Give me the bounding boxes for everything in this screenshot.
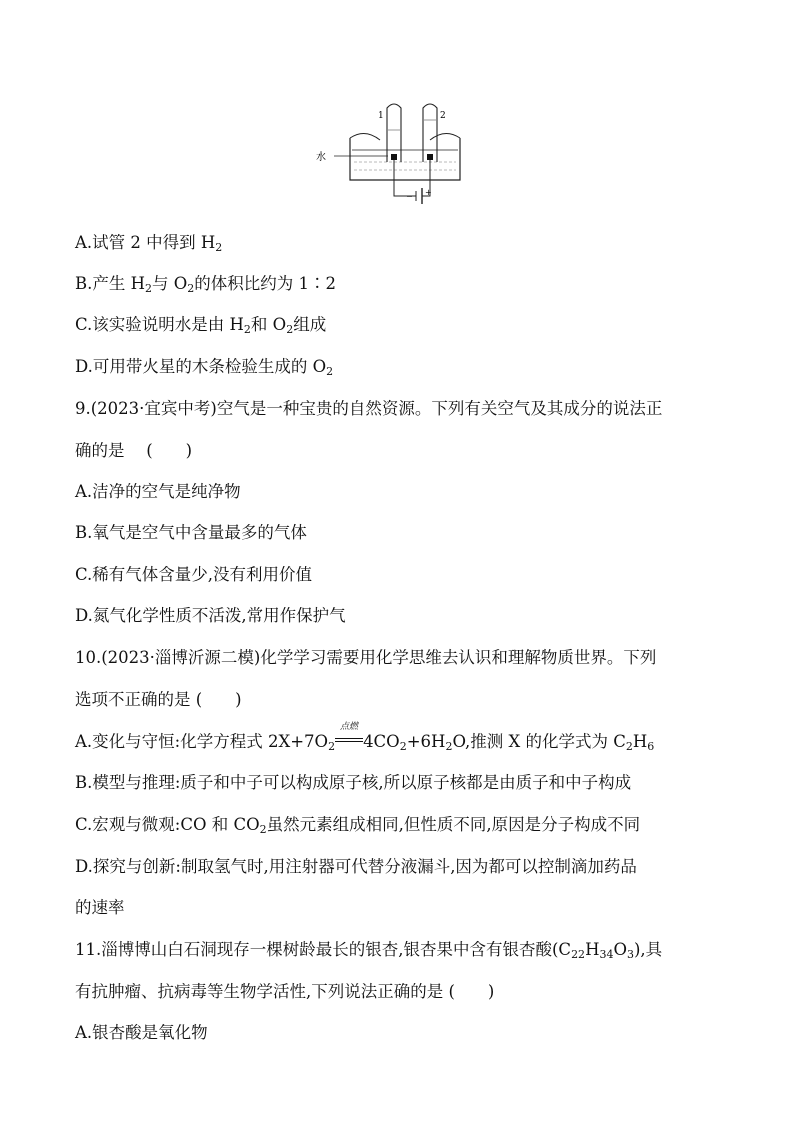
q9-option-d: D.氮气化学性质不活泼,常用作保护气 [75, 606, 346, 625]
reaction-condition: 点燃 [335, 731, 363, 753]
tube-2-label: 2 [440, 111, 446, 121]
q10-option-d-line-1: D.探究与创新:制取氢气时,用注射器可代替分液漏斗,因为都可以控制滴加药品 [75, 857, 637, 876]
water-label: 水 [316, 152, 326, 163]
q11-option-a: A.银杏酸是氧化物 [75, 1023, 208, 1042]
q9-option-a: A.洁净的空气是纯净物 [75, 482, 241, 501]
q9-stem-line-1: 9.(2023·宜宾中考)空气是一种宝贵的自然资源。下列有关空气及其成分的说法正 [75, 399, 663, 418]
q10-option-c: C.宏观与微观:CO 和 $CO_2$虽然元素组成相同,但性质不同,原因是分子构成不同 [75, 815, 641, 836]
q9-option-c: C.稀有气体含量少,没有利用价值 [75, 565, 313, 584]
q10-stem-line-2: 选项不正确的是 ( ) [75, 690, 242, 709]
q9-stem-line-2: 确的是 ( ) [75, 441, 193, 460]
q11-stem-line-1: 11.淄博博山白石洞现存一棵树龄最长的银杏,银杏果中含有银杏酸$(C_{22}H_{34}O_3)$,具 [75, 940, 663, 961]
q10-option-d-line-2: 的速率 [75, 898, 125, 917]
battery-plus-label: + [425, 188, 432, 197]
equals-sign [335, 738, 363, 742]
electrolysis-diagram [310, 100, 480, 205]
battery-minus-label: − [406, 192, 413, 201]
q10-option-a: A.变化与守恒:化学方程式 $2X+7O_2$ 点燃 $4CO_2+6H_2O$,推测 X 的化学式为 $C_2H_6$ [75, 722, 655, 753]
tube-1-label: 1 [378, 111, 384, 121]
q10-option-b: B.模型与推理:质子和中子可以构成原子核,所以原子核都是由质子和中子构成 [75, 773, 632, 792]
q11-stem-line-2: 有抗肿瘤、抗病毒等生物学活性,下列说法正确的是 ( ) [75, 982, 495, 1001]
q8-option-c: C.该实验说明水是由 $H_2$和 $O_2$组成 [75, 315, 327, 336]
q8-option-b: B.产生 $H_2$与 $O_2$的体积比约为 1∶2 [75, 274, 337, 295]
q8-option-a: A.试管 2 中得到 $H_2$ [75, 233, 223, 254]
q9-option-b: B.氧气是空气中含量最多的气体 [75, 523, 307, 542]
q8-option-d: D.可用带火星的木条检验生成的 $O_2$ [75, 357, 334, 378]
q10-stem-line-1: 10.(2023·淄博沂源二模)化学学习需要用化学思维去认识和理解物质世界。下列 [75, 648, 657, 667]
